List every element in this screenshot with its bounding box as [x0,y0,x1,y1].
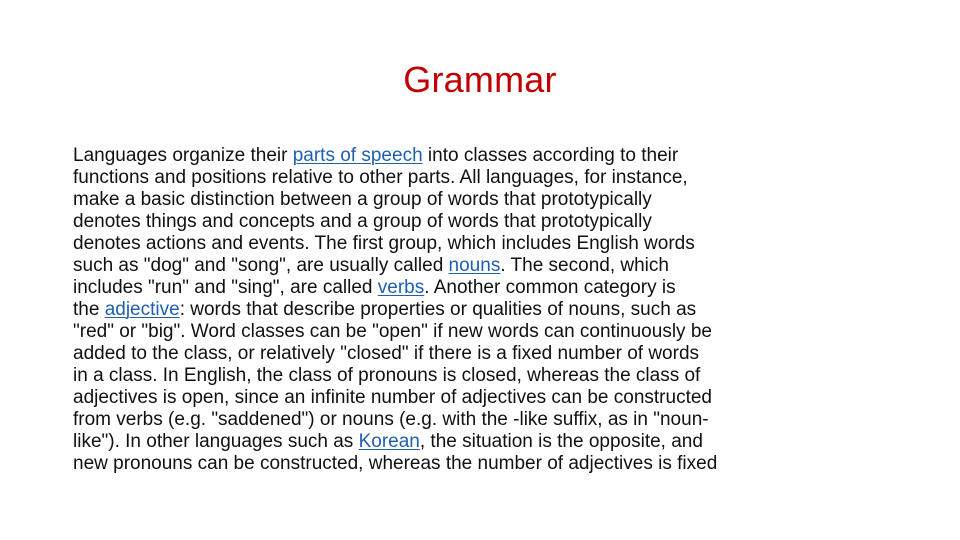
body-paragraph [73,145,888,475]
body-line [73,211,888,233]
text-segment: functions and positions relative to other parts. All languages, for instance, [73,167,688,188]
body-line [73,167,888,189]
link-verbs[interactable]: verbs [377,277,425,298]
body-line [73,409,888,431]
text-segment: new pronouns can be constructed, whereas the number of adjectives is fixed [73,453,718,474]
body-line [73,321,888,343]
body-line [73,145,888,167]
body-line [73,431,888,453]
text-segment: make a basic distinction between a group of words that prototypically [73,189,652,210]
text-segment: Languages organize their [73,145,293,166]
text-segment: : words that describe properties or qualities of nouns, such as [179,299,697,320]
text-segment: such as "dog" and "song", are usually called [73,255,449,276]
body-line [73,343,888,365]
text-segment: "red" or "big". Word classes can be "open" if new words can continuously be [73,321,712,342]
link-korean[interactable]: Korean [358,431,420,452]
text-segment: into classes according to their [422,145,679,166]
text-segment: denotes actions and events. The first group, which includes English words [73,233,695,254]
body-line [73,453,888,475]
body-line [73,387,888,409]
body-line [73,365,888,387]
text-segment: from verbs (e.g. "saddened") or nouns (e.g. with the -like suffix, as in "noun- [73,409,709,430]
link-nouns[interactable]: nouns [448,255,501,276]
slide-title: Grammar [403,59,557,100]
text-segment: , the situation is the opposite, and [419,431,703,452]
body-line [73,277,888,299]
text-segment: . Another common category is [424,277,676,298]
text-segment: denotes things and concepts and a group of words that prototypically [73,211,652,232]
text-segment: the [73,299,105,320]
link-adjective[interactable]: adjective [104,299,180,320]
body-line [73,299,888,321]
body-line [73,233,888,255]
text-segment: includes "run" and "sing", are called [73,277,378,298]
text-segment: adjectives is open, since an infinite number of adjectives can be constructed [73,387,712,408]
link-parts-of-speech[interactable]: parts of speech [292,145,423,166]
text-segment: . The second, which [500,255,669,276]
text-segment: added to the class, or relatively "closed" if there is a fixed number of words [73,343,700,364]
text-segment: in a class. In English, the class of pronouns is closed, whereas the class of [73,365,701,386]
body-line [73,189,888,211]
text-segment: like"). In other languages such as [73,431,359,452]
body-line [73,255,888,277]
